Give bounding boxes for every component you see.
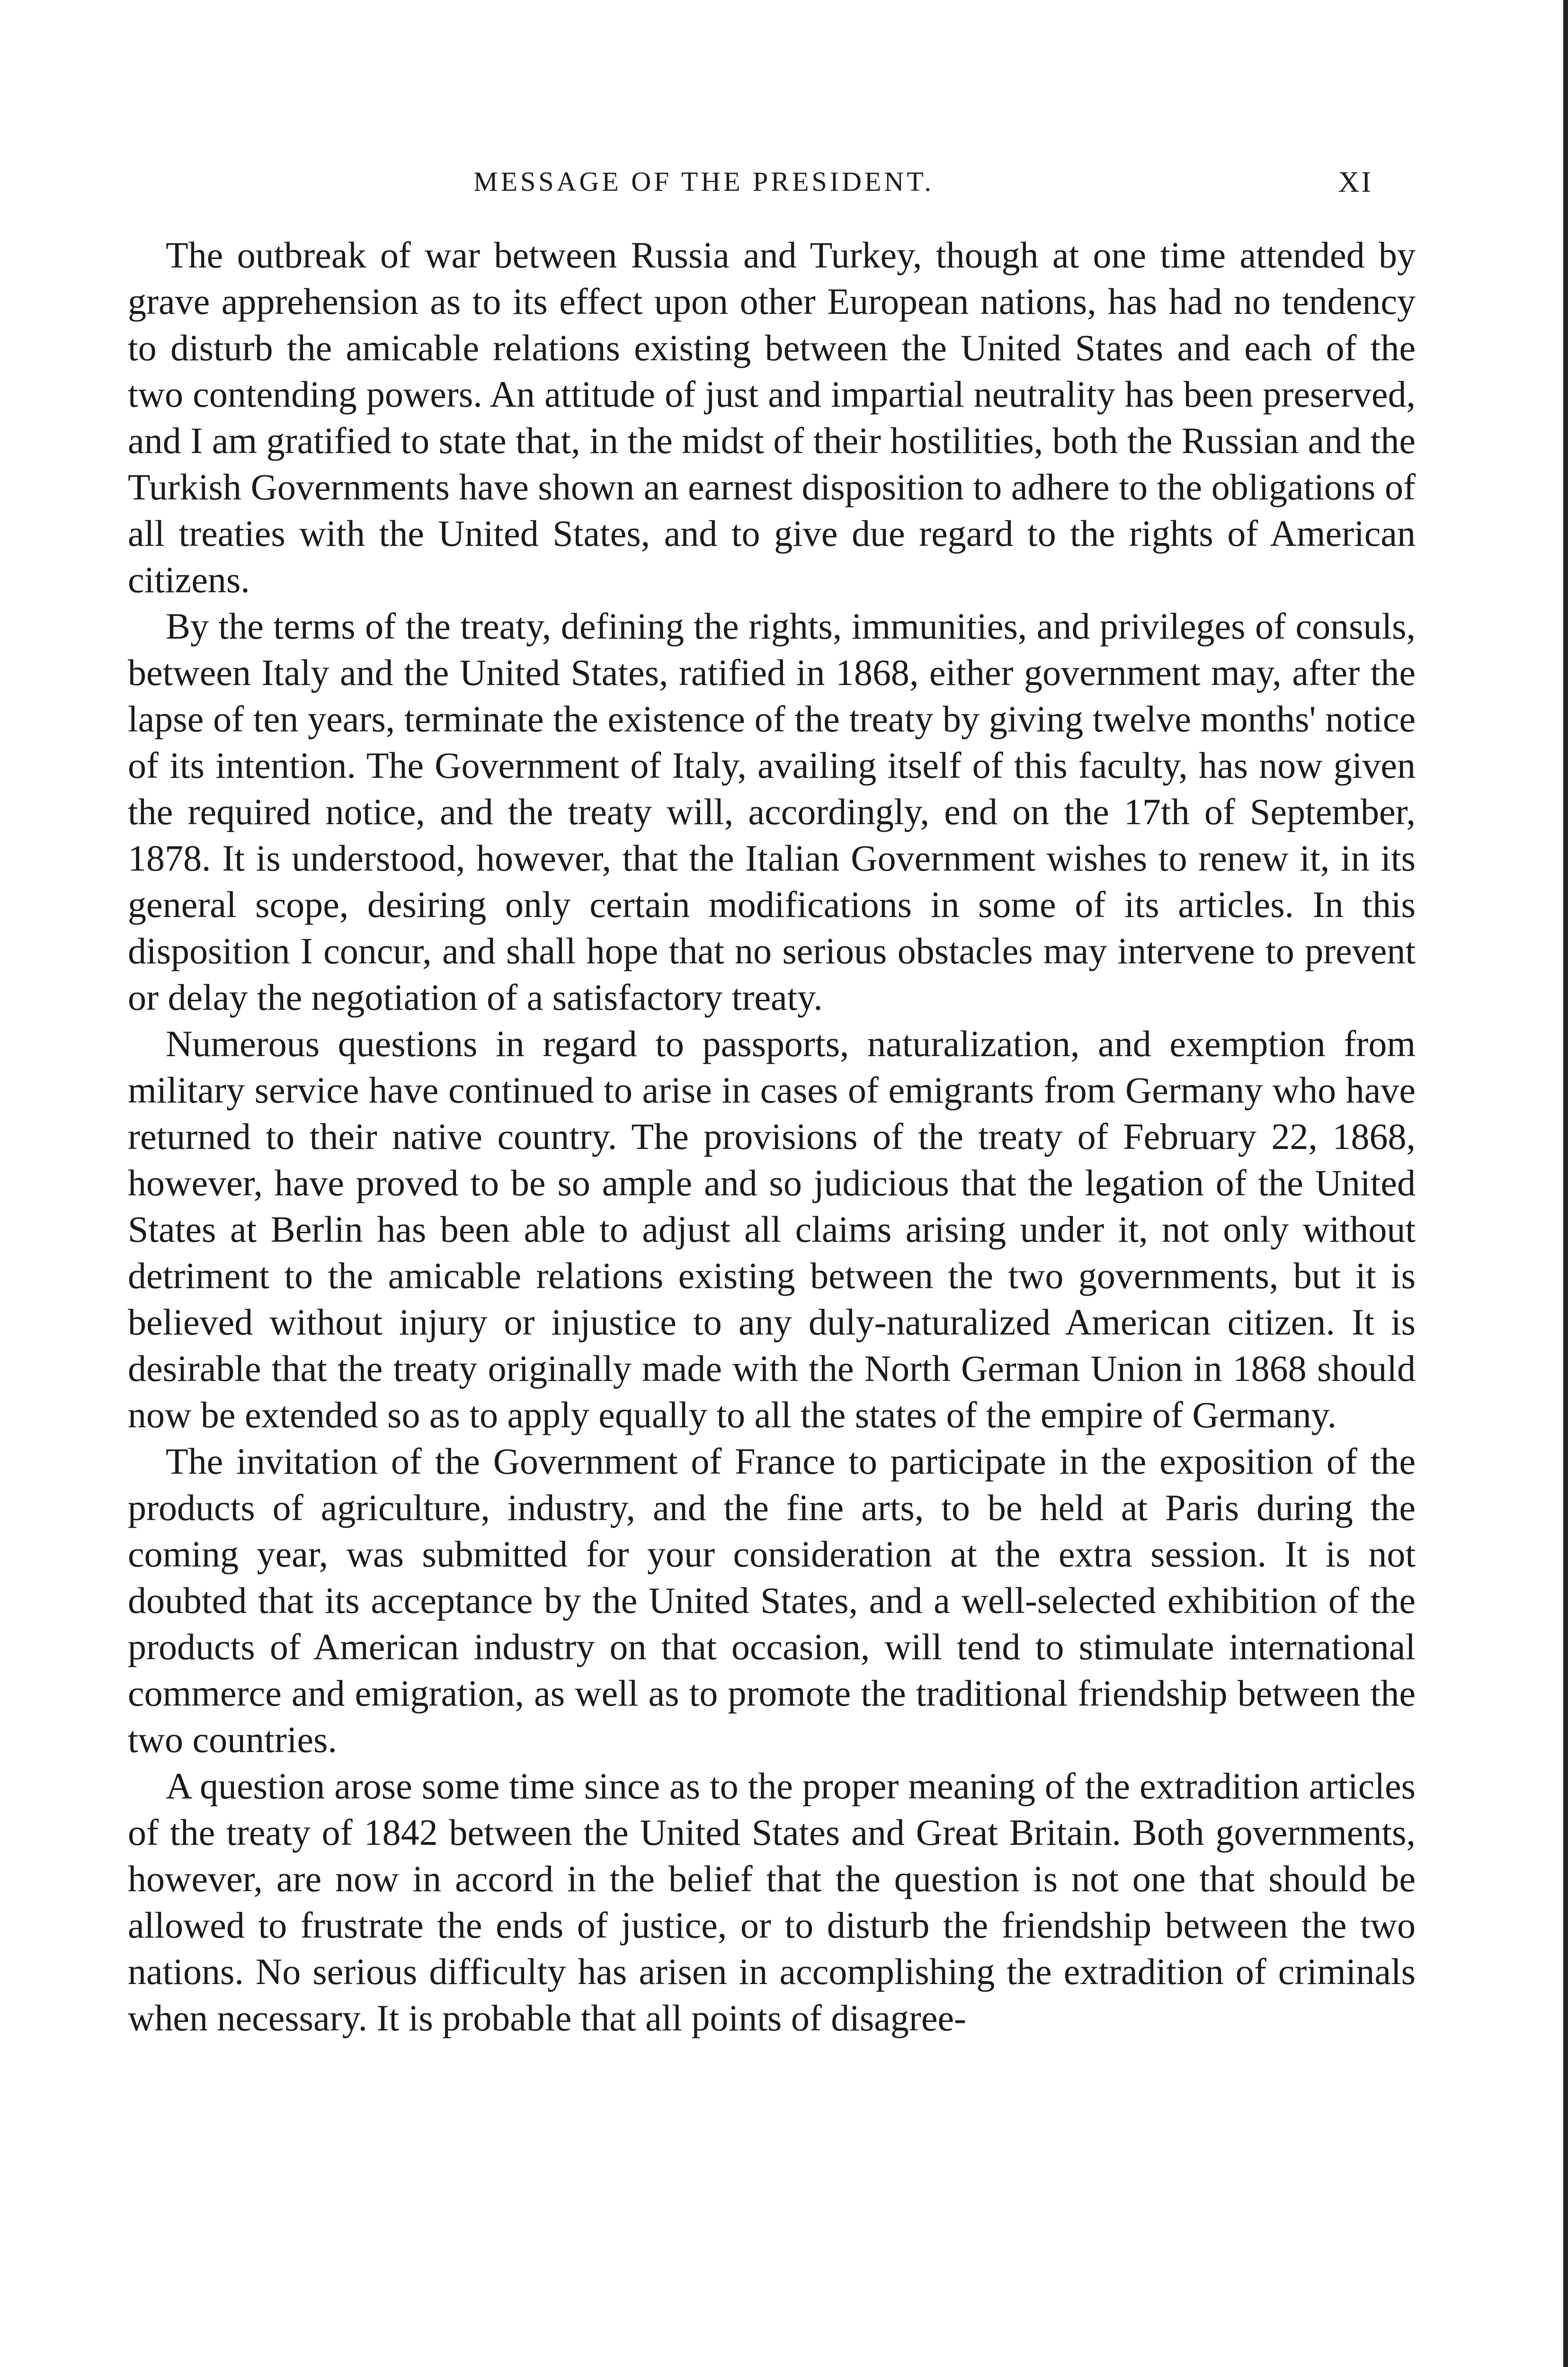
page-edge [1563,0,1568,2367]
paragraph-extradition: A question arose some time since as to the proper meaning of the extradition articles of the treaty of 1842 between the United States and Great Britain. Both governments, however, are now in accord in the belief that the question is not one that should be allowed to frustrate the ends of justice, or to disturb the friendship between the two nations. No serious difficulty has arisen in accomplishing the extradition of criminals when necessary. It is probable that all points of disagree- [128,1765,1416,2038]
paragraph-russia-turkey: The outbreak of war between Russia and Turkey, though at one time attended by grave apprehension as to its effect upon other European nations, has had no tendency to disturb the amicable relations existing between the United States and each of the two contending powers. An attitude of just and impartial neutrality has been preserved, and I am gratified to state that, in the midst of their hostilities, both the Russian and the Turkish Governments have shown an earnest disposition to adhere to the obligations of all treaties with the United States, and to give due regard to the rights of American citizens. [128,234,1416,600]
page-header [133,166,1373,208]
paragraph-germany-naturalization: Numerous questions in regard to passports, naturalization, and exemption from military service have continued to arise in cases of emigrants from Germany who have returned to their native country. The provisions of the treaty of February 22, 1868, however, have proved to be so ample and so judicious that the legation of the United States at Berlin has been able to adjust all claims arising under it, not only without detriment to the amicable relations existing between the two governments, but it is believed without injury or injustice to any duly-naturalized American citizen. It is desirable that the treaty originally made with the North German Union in 1868 should now be extended so as to apply equally to all the states of the empire of Germany. [128,1023,1416,1435]
paragraph-italy-treaty: By the terms of the treaty, defining the rights, immunities, and privileges of consuls, between Italy and the United States, ratified in 1868, either government may, after the lapse of ten years, terminate the existence of the treaty by giving twelve months' notice of its intention. The Government of Italy, availing itself of this faculty, has now given the required notice, and the treaty will, accordingly, end on the 17th of September, 1878. It is understood, however, that the Italian Government wishes to renew it, in its general scope, desiring only certain modifications in some of its articles. In this disposition I concur, and shall hope that no serious obstacles may intervene to prevent or delay the negotiation of a satisfactory treaty. [128,605,1416,1018]
running-head: MESSAGE OF THE PRESIDENT. [473,166,934,197]
message-body [128,232,1416,2041]
paragraph-paris-exposition: The invitation of the Government of France to participate in the exposition of the products of agriculture, industry, and the fine arts, to be held at Paris during the coming year, was submitted for your consideration at the extra session. It is not doubted that its acceptance by the United States, and a well-selected exhibition of the products of American industry on that occasion, will tend to stimulate international commerce and emigration, as well as to promote the traditional friendship between the two countries. [128,1441,1416,1760]
page-number: XI [1338,166,1373,198]
